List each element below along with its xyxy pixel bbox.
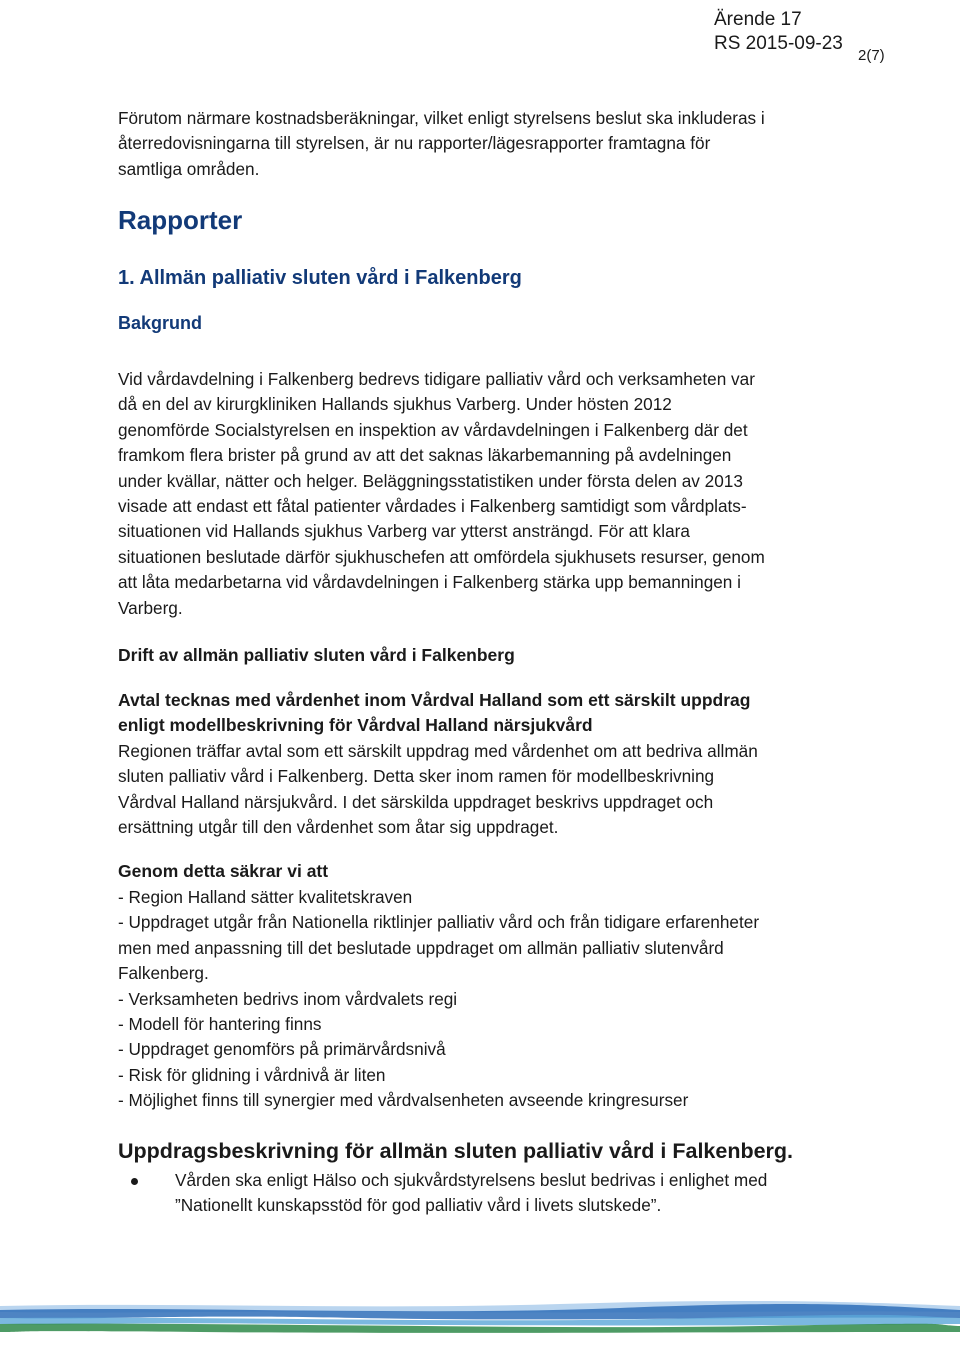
genom-list-item: men med anpassning till det beslutade uppdraget om allmän palliativ slutenvård [118,937,724,958]
case-number: Ärende 17 [714,9,802,30]
genom-list-item: Falkenberg. [118,963,209,984]
bakgrund-line: då en del av kirurgkliniken Hallands sjukhus Varberg. Under hösten 2012 [118,394,672,415]
bakgrund-heading: Bakgrund [118,313,203,333]
genom-list-item: - Region Halland sätter kvalitetskraven [118,887,413,907]
genom-list-item: - Verksamheten bedrivs inom vårdvalets regi [118,988,458,1009]
bakgrund-line: Varberg. [118,597,183,618]
bakgrund-line: framkom flera brister på grund av att det saknas läkarbemanning på avdelningen [118,445,732,466]
genom-list-item: - Uppdraget genomförs på primärvårdsnivå [118,1039,446,1060]
bullet-line: ”Nationellt kunskapsstöd för god palliativ vård i livets slutskede”. [175,1195,662,1216]
bullet-icon [131,1178,138,1185]
intro-line: återredovisningarna till styrelsen, är nu rapporter/lägesrapporter framtagna för [118,133,711,154]
genom-list [118,885,843,1114]
section-title: 1. Allmän palliativ sluten vård i Falkenberg [118,267,522,289]
bakgrund-line: situationen vid Hallands sjukhus Varberg var ytterst ansträngd. För att klara [118,521,690,542]
avtal-line: ersättning utgår till den vårdenhet som åtar sig uppdraget. [118,817,559,838]
genom-list-item: - Risk för glidning i vårdnivå är liten [118,1064,386,1085]
avtal-line: sluten palliativ vård i Falkenberg. Detta sker inom ramen för modellbeskrivning [118,766,715,787]
bakgrund-line: att låta medarbetarna vid vårdavdelningen i Falkenberg stärka upp bemanningen i [118,572,741,593]
intro-paragraph [118,106,843,182]
intro-line: samtliga områden. [118,158,260,179]
avtal-heading-line: enligt modellbeskrivning för Vårdval Halland närsjukvård [118,715,593,735]
genom-list-item: - Möjlighet finns till synergier med vårdvalsenheten avseende kringresurser [118,1090,689,1111]
bakgrund-line: situationen beslutade därför sjukhuschefen att omfördela sjukhusets resurser, genom [118,546,765,567]
meeting-date: RS 2015-09-23 [714,33,843,54]
bakgrund-line: genomförde Socialstyrelsen en inspektion av vårdavdelningen i Falkenberg där det [118,419,748,440]
bakgrund-paragraph [118,367,843,621]
drift-heading: Drift av allmän palliativ sluten vård i Falkenberg [118,645,515,665]
genom-list-item: - Modell för hantering finns [118,1014,322,1035]
avtal-heading [118,688,843,738]
bakgrund-line: Vid vårdavdelning i Falkenberg bedrevs tidigare palliativ vård och verksamheten var [118,369,755,389]
page-number: 2(7) [858,47,885,64]
uppdrag-heading: Uppdragsbeskrivning för allmän sluten palliativ vård i Falkenberg. [118,1139,794,1163]
intro-line: Förutom närmare kostnadsberäkningar, vilket enligt styrelsens beslut ska inkluderas i [118,108,765,128]
avtal-heading-line: Avtal tecknas med vårdenhet inom Vårdval Halland som ett särskilt uppdrag [118,690,751,710]
bullet-line: Vården ska enligt Hälso och sjukvårdstyrelsens beslut bedrivas i enlighet med [175,1170,768,1190]
avtal-line: Vårdval Halland närsjukvård. I det särskilda uppdraget beskrivs uppdraget och [118,791,714,812]
rapporter-heading: Rapporter [118,205,243,235]
avtal-line: Regionen träffar avtal som ett särskilt uppdrag med vårdenhet om att bedriva allmän [118,741,758,761]
bakgrund-line: under kvällar, nätter och helger. Beläggningsstatistiken under första delen av 2013 [118,470,743,491]
footer-wave-decoration [0,1296,960,1336]
genom-heading: Genom detta säkrar vi att [118,861,329,881]
genom-list-item: - Uppdraget utgår från Nationella riktlinjer palliativ vård och från tidigare erfarenheter [118,912,760,933]
bakgrund-line: visade att endast ett fåtal patienter vårdades i Falkenberg samtidigt som vårdplats- [118,496,747,517]
avtal-paragraph [118,739,843,841]
